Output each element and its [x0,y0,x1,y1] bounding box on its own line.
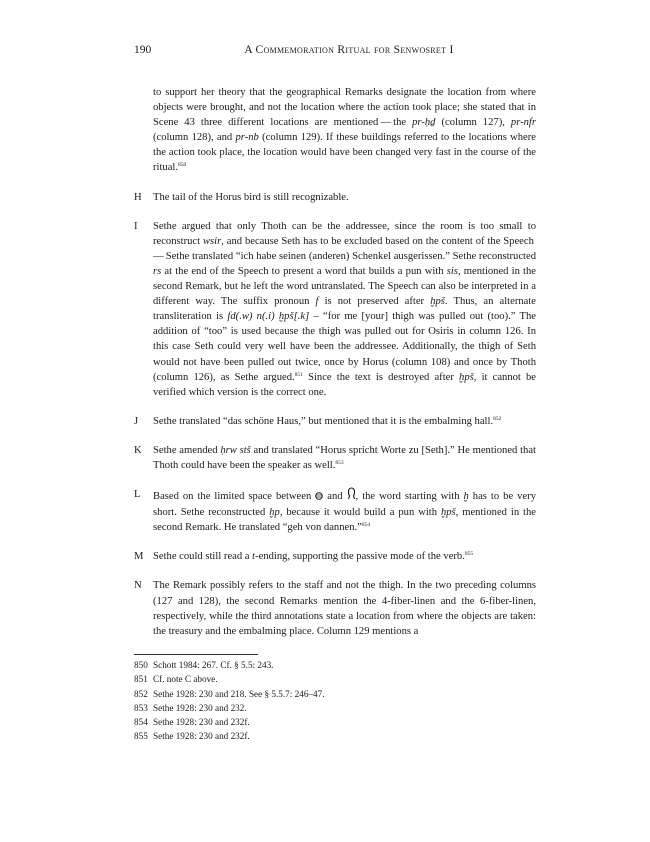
note-letter: I [134,220,138,232]
footnotes [134,658,536,744]
footnote-ref: 853 [335,459,344,466]
note-letter: M [134,551,144,563]
transliteration: ḫpš [440,507,456,519]
footnote-text: Sethe 1928: 230 and 232f. [153,717,250,728]
transliteration: ḥrw stš [220,444,251,456]
note-text: Based on the limited space between and , the word starting with ḫ has to be very short. Sethe reconstructed ḫp, because it would build a pun with ḫpš, mentioned in the second Remark. He translated “geh von dannen.”$^{854}$ [153,487,536,535]
footnote-number: 850 [134,660,148,670]
note-text: The Remark possibly refers to the staff and not the thigh. In the two preceding columns (127 and 128), the second Remarks mention the 4-fiber-linen and the 6-fiber-linen, respectively, while the third annotations state a location from where the objects are taken: the treasury and the embalming place. Column 129 mentions a [153,580,536,637]
footnote-text: Sethe 1928: 230 and 232. [153,702,247,713]
transliteration: t [252,551,256,563]
note-entry-j [134,414,536,429]
footnote-ref: 855 [464,551,474,558]
transliteration: f [315,296,319,308]
transliteration: ḫpš [430,296,445,308]
footnote-ref: 854 [361,522,371,529]
note-letter: H [134,191,142,203]
footnote-ref: 852 [493,415,502,422]
transliteration: rs [153,265,162,277]
footnote-ref: 851 [294,371,303,378]
note-letter: L [134,489,141,501]
footnote-number: 855 [134,731,148,742]
footnote-text: Cf. note C above. [153,674,218,685]
note-entry-h [134,190,536,205]
footnote-text: Sethe 1928: 230 and 218. See § 5.5.7: 246–47. [153,688,325,699]
footnote-text: Sethe 1928: 230 and 232f. [153,731,250,742]
footnote [134,729,536,743]
note-letter: K [134,444,142,456]
running-header [134,44,534,60]
note-entry-n [134,578,536,638]
footnote-text: Schott 1984: 267. Cf. § 5.5: 243. [153,660,274,670]
footnote [134,672,536,686]
transliteration: pr-ḥḏ [412,117,436,129]
note-text: The tail of the Horus bird is still recognizable. [153,191,349,203]
transliteration: ḫpš [459,371,474,383]
main-text [134,85,536,653]
footnote-divider [134,654,258,655]
transliteration: pr-nb [235,132,259,144]
page-number: 190 [134,44,152,56]
note-text: Sethe translated “das schöne Haus,” but mentioned that it is the embalming hall.$^{852}$ [153,415,502,427]
note-entry-k [134,443,536,473]
footnote-ref: 850 [178,162,187,169]
running-title: A Commemoration Ritual for Senwosret I [244,44,454,56]
loop-hieroglyph-icon [347,487,356,505]
transliteration: pr-nfr [510,117,536,129]
transliteration: wsir [202,235,222,247]
footnote [134,715,536,729]
footnote-number: 851 [134,674,148,685]
note-letter: J [134,415,139,427]
note-entry-l [134,487,536,535]
transliteration: sis [446,265,458,277]
footnote [134,687,536,701]
continuation-paragraph: to support her theory that the geographical Remarks designate the location from where objects were brought, and not the location where the action took place; she stated that in Scene 43 three different locations are mentioned — the pr-ḥḏ (column 127), pr-nfr (column 128), and pr-nb (column 129). If these buildings referred to the locations where the action took place, the location would have been changed very fast in the course of the ritual.$^{850}$ [153,87,536,174]
transliteration: ḫ [463,491,469,503]
footnote [134,701,536,715]
footnote [134,658,536,672]
note-entry-m [134,549,536,564]
note-entry-i [134,219,536,400]
note-text: Sethe argued that only Thoth can be the addressee, since the room is too small to reconstruct wsir, and because Seth has to be excluded based on the content of the Speech — Sethe translated “ich habe seinen (anderen) Schenkel ausgerissen.” Sethe reconstructed rs at the end of the Speech to present a word that builds a pun with sis, mentioned in the second Remark, but he left the word untranslated. The Speech can also be interpreted in a different way. The suffix pronoun f is not preserved after ḫpš. Thus, an alternate transliteration is fd(.w) n(.i) ḫpš[.k] – “for me [your] thigh was pulled out (too).” The addition of “too” is used because the thigh was pulled out for Osiris in column 126. In this case Seth could very well have been the addressee. Additionally, the thigh of Seth would not have been pulled out twice, once by Horus (column 108) and once by Thoth (column 126), as Sethe argued.$^{851}$ Since the text is destroyed after ḫpš, it cannot be verified which version is the correct one. [153,220,537,398]
note-letter: N [134,580,142,592]
footnote-number: 852 [134,688,148,699]
transliteration: ḫp [269,507,280,519]
footnote-number: 853 [134,702,148,713]
footnote-number: 854 [134,717,148,728]
note-text: Sethe could still read a t-ending, supporting the passive mode of the verb.$^{855}$ [153,551,474,563]
note-text: Sethe amended ḥrw stš and translated “Horus spricht Worte zu [Seth].” He mentioned that Thoth could have been the speaker as well.$^{853}$ [153,444,536,471]
transliteration: fd(.w) n(.i) ḫpš[.k] [227,311,310,323]
